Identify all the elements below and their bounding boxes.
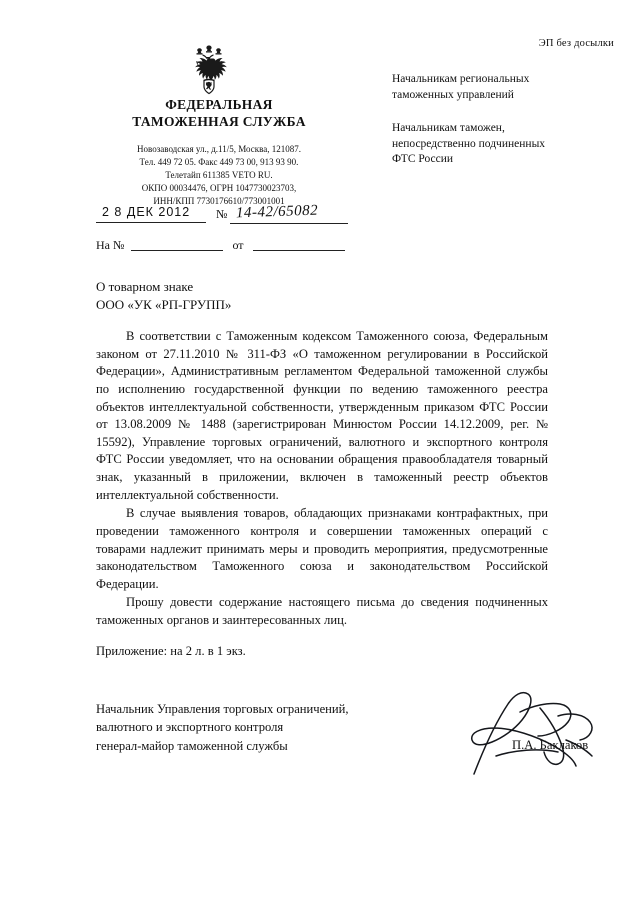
date-rule	[96, 222, 206, 223]
addressee-line-5: ФТС России	[392, 153, 454, 166]
letterhead-title-line1: ФЕДЕРАЛЬНАЯ	[165, 97, 273, 112]
from-rule	[253, 250, 345, 251]
reply-reference-line	[96, 238, 345, 253]
address-line-5: ИНН/КПП 7730176610/773001001	[153, 195, 285, 206]
letterhead-address	[88, 143, 350, 208]
paragraph-2: В случае выявления товаров, обладающих признаками контрафактных, при проведении таможенного контроля и совершении таможенных операций с товарами надлежит принимать меры и проводить мероприятия, предусмотренные законодательством Таможенного союза и законодательством Российской Федерации.	[96, 506, 548, 591]
paragraph-3: Прошу довести содержание настоящего письма до сведения подчиненных таможенных органов и заинтересованных лиц.	[96, 595, 548, 627]
signatory-title-line-1: Начальник Управления торговых ограничений,	[96, 702, 349, 716]
from-label: от	[232, 238, 244, 252]
letterhead	[88, 96, 350, 208]
addressee-block	[392, 72, 622, 168]
subject-block	[96, 278, 231, 315]
addressee-line-3: Начальникам таможен,	[392, 121, 505, 134]
address-line-1: Новозаводская ул., д.11/5, Москва, 121087.	[137, 143, 301, 154]
addressee-line-4: непосредственно подчиненных	[392, 137, 546, 150]
number-rule	[230, 223, 348, 224]
address-line-2: Тел. 449 72 05. Факс 449 73 00, 913 93 90.	[139, 156, 299, 167]
electronic-signature-note: ЭП без досылки	[538, 38, 614, 49]
subject-line-1: О товарном знаке	[96, 279, 194, 294]
paragraph-1: В соответствии с Таможенным кодексом Таможенного союза, Федеральным законом от 27.11.2010 № 311-ФЗ «О таможенном регулировании в Российской Федерации», Административным регламентом Федеральной таможенной службы по исполнению государственной функции по ведению таможенного реестра объектов интеллектуальной собственности, утвержденным приказом ФТС России от 13.08.2009 № 1488 (зарегистрирован Минюстом России 14.12.2009, рег. № 15592), Управление торговых ограничений, валютного и экспортного контроля ФТС России уведомляет, что на основании обращения правообладателя товарный знак, указанный в приложении, включен в таможенный реестр объектов интеллектуальной собственности.	[96, 329, 548, 502]
signatory-title-line-2: валютного и экспортного контроля	[96, 720, 284, 735]
subject-line-2: ООО «УК «РП-ГРУПП»	[96, 297, 232, 313]
addressee-line-1: Начальникам региональных	[392, 73, 530, 85]
registration-number: 14-42/65082	[235, 202, 319, 222]
attachment-note: Приложение: на 2 л. в 1 экз.	[96, 644, 246, 658]
handwritten-signature-icon	[462, 686, 612, 782]
registration-line	[96, 202, 356, 227]
letterhead-title-line2: ТАМОЖЕННАЯ СЛУЖБА	[132, 114, 306, 130]
address-line-3: Телетайп 611385 VETO RU.	[165, 169, 273, 180]
signatory-title	[96, 700, 349, 755]
address-line-4: ОКПО 00034476, ОГРН 1047730023703,	[141, 182, 297, 193]
signatory-name: П.А. Баклаков	[512, 738, 589, 752]
number-label: №	[216, 207, 228, 221]
on-number-label: На №	[96, 238, 125, 252]
addressee-line-2: таможенных управлений	[392, 88, 514, 101]
letter-body	[96, 328, 548, 630]
russian-coat-of-arms-icon	[186, 44, 232, 96]
on-number-rule	[131, 250, 223, 251]
registration-date: 2 8 ДЕК 2012	[102, 205, 191, 219]
signatory-title-line-3: генерал-майор таможенной службы	[96, 738, 288, 753]
